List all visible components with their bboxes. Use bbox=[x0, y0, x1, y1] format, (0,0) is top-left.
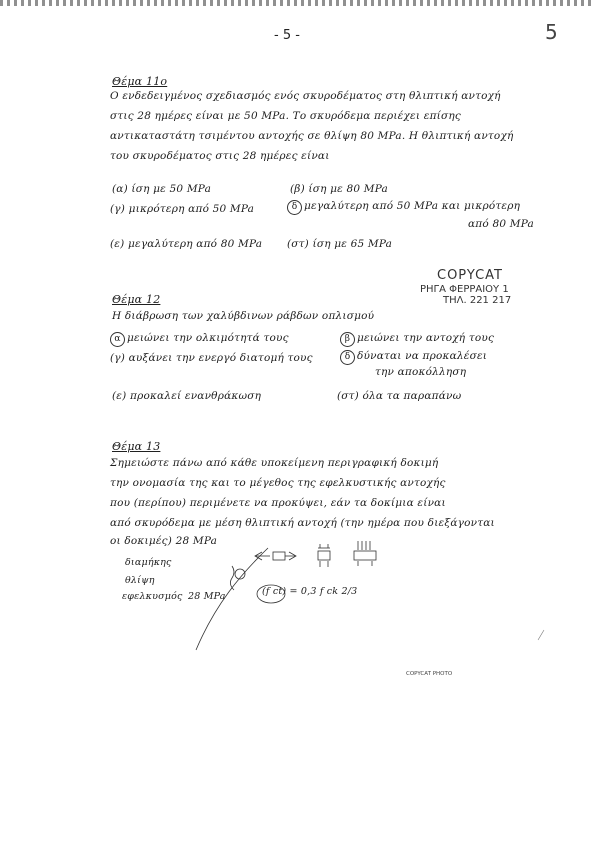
copycat-stamp-phone: ΤΗΛ. 221 217 bbox=[443, 295, 512, 306]
q11-option-d-text: μεγαλύτερη από 50 MPa και μικρότερη bbox=[304, 200, 521, 212]
selected-answer-circle: β bbox=[340, 332, 355, 347]
q13-line-5: οι δοκιμές) 28 MPa bbox=[110, 535, 218, 547]
q11-option-f: (στ) ίση με 65 MPa bbox=[287, 238, 393, 250]
q13-line-4: από σκυρόδεμα με μέση θλιπτική αντοχή (την ημέρα που διεξάγονται bbox=[110, 517, 495, 529]
q11-line-1: Ο ενδεδειγμένος σχεδιασμός ενός σκυροδέματος στη θλιπτική αντοχή bbox=[110, 90, 501, 102]
q11-option-c: (γ) μικρότερη από 50 MPa bbox=[110, 203, 255, 215]
footer-copycat-mark: COPYCAT PHOTO bbox=[406, 671, 453, 677]
selected-answer-circle: δ bbox=[287, 200, 302, 215]
q11-option-d-cont: από 80 MPa bbox=[468, 218, 534, 230]
margin-tick bbox=[538, 630, 544, 640]
q13-title: Θέμα 13 bbox=[112, 440, 161, 453]
q11-option-a: (α) ίση με 50 MPa bbox=[112, 183, 212, 195]
selected-answer-circle: δ bbox=[340, 350, 355, 365]
q13-line-3: που (περίπου) περιμένετε να προκύψει, εάν τα δοκίμια είναι bbox=[110, 497, 446, 509]
pencil-stroke bbox=[196, 548, 268, 650]
q11-line-4: του σκυροδέματος στις 28 ημέρες είναι bbox=[110, 150, 330, 162]
q12-option-e: (ε) προκαλεί ενανθράκωση bbox=[112, 390, 262, 402]
copycat-stamp-address: ΡΗΓΑ ΦΕΡΡΑΙΟΥ 1 bbox=[420, 284, 509, 295]
q12-option-d-cont: την αποκόλληση bbox=[375, 366, 467, 378]
q12-option-a-text: μειώνει την ολκιμότητά τους bbox=[127, 332, 289, 344]
q13-line-2: την ονομασία της και το μέγεθος της εφελκυστικής αντοχής bbox=[110, 477, 446, 489]
flexure-specimen-icon bbox=[354, 541, 376, 566]
formula-circle bbox=[257, 585, 285, 603]
q12-option-f: (στ) όλα τα παραπάνω bbox=[337, 390, 462, 402]
q11-line-2: στις 28 ημέρες είναι με 50 MPa. Το σκυρόδεμα περιέχει επίσης bbox=[110, 110, 461, 122]
q12-stem: Η διάβρωση των χαλύβδινων ράβδων οπλισμού bbox=[112, 310, 375, 322]
q11-title: Θέμα 11ο bbox=[112, 75, 168, 88]
q13-note-2: θλίψη bbox=[125, 575, 155, 586]
q12-option-d-text: δύναται να προκαλέσει bbox=[357, 350, 488, 362]
page-mark: 5 bbox=[545, 20, 558, 44]
page-number: - 5 - bbox=[274, 28, 300, 43]
q11-option-b: (β) ίση με 80 MPa bbox=[290, 183, 389, 195]
q13-line-1: Σημειώστε πάνω από κάθε υποκείμενη περιγραφική δοκιμή bbox=[110, 457, 439, 469]
q11-line-3: αντικαταστάτη τσιμέντου αντοχής σε θλίψη 80 MPa. Η θλιπτική αντοχή bbox=[110, 130, 514, 142]
tension-specimen-icon bbox=[318, 544, 330, 567]
q13-value: 28 MPa bbox=[188, 591, 226, 602]
q12-option-c: (γ) αυξάνει την ενεργό διατομή τους bbox=[110, 352, 313, 364]
q13-formula: (f ct) = 0,3 f ck 2/3 bbox=[262, 586, 358, 597]
q12-option-b-text: μειώνει την αντοχή τους bbox=[357, 332, 495, 344]
selected-answer-circle: α bbox=[110, 332, 125, 347]
q13-note-3: εφελκυσμός bbox=[122, 591, 183, 602]
q11-option-e: (ε) μεγαλύτερη από 80 MPa bbox=[110, 238, 263, 250]
bending-specimen-icon bbox=[255, 552, 296, 560]
q13-note-1: διαμήκης bbox=[125, 557, 172, 568]
copycat-stamp-name: COPYCAT bbox=[437, 268, 503, 283]
q12-title: Θέμα 12 bbox=[112, 293, 161, 306]
